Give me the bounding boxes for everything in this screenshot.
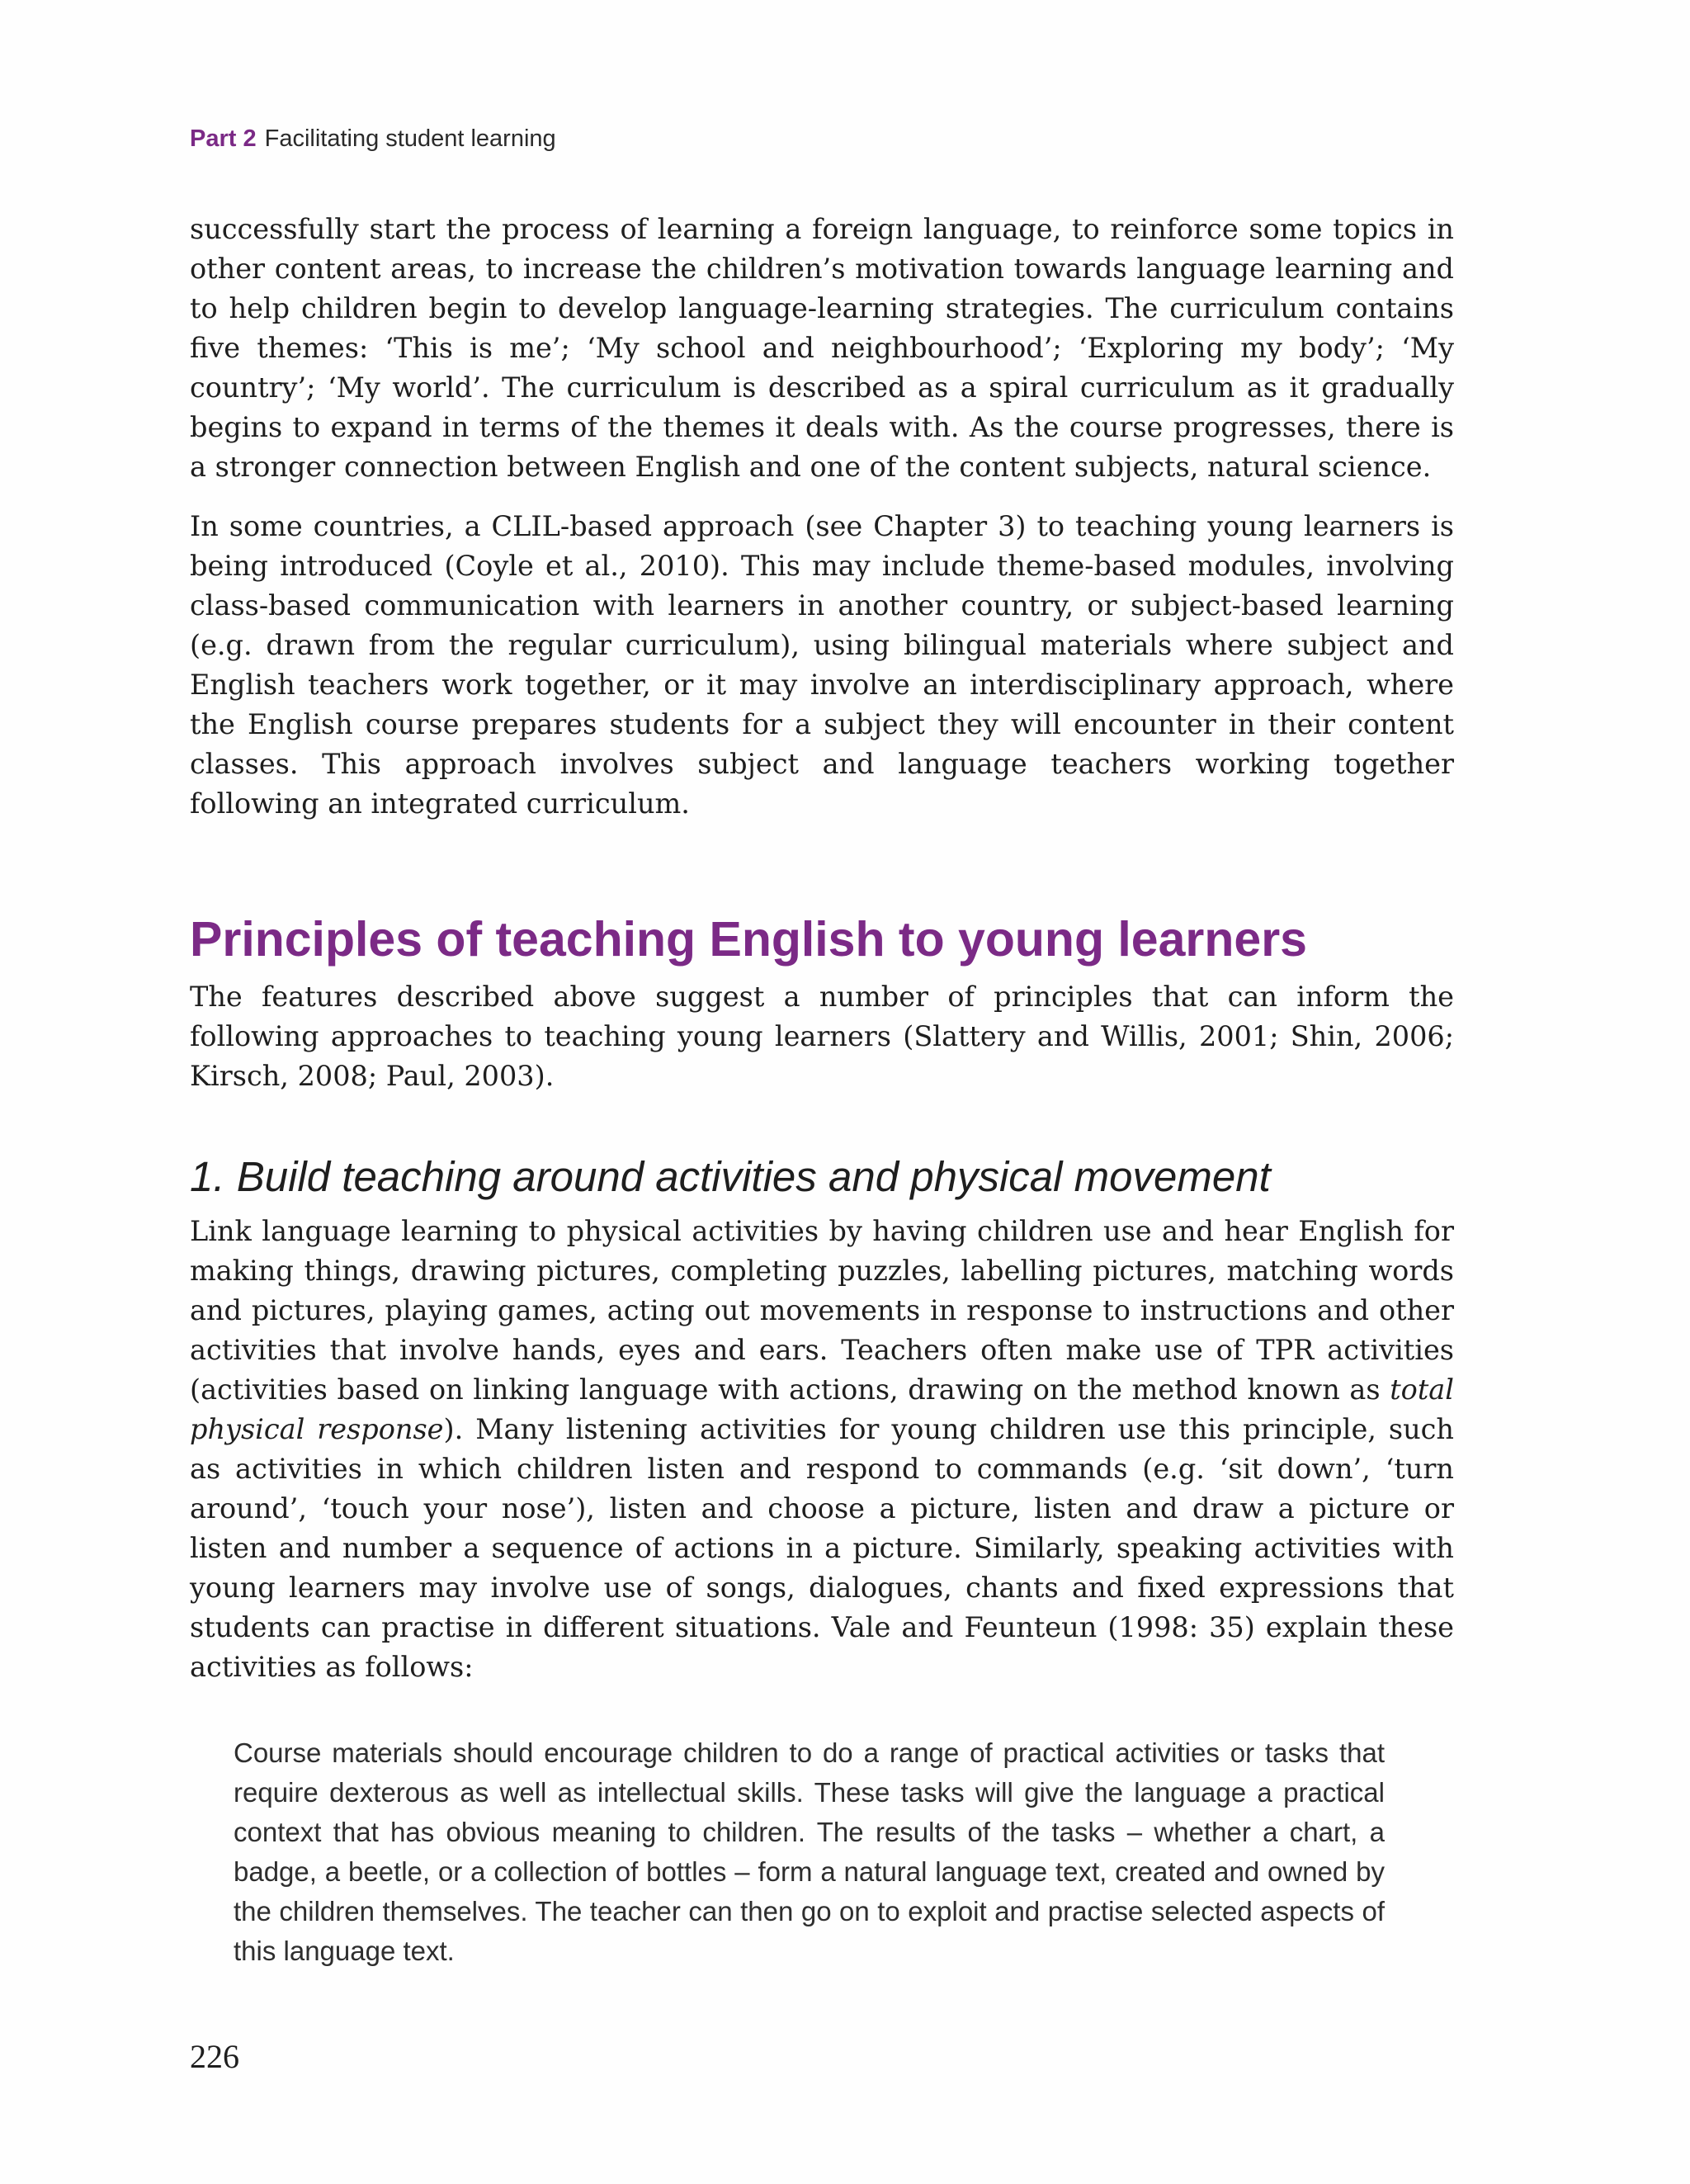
subsection-heading: 1. Build teaching around activities and physical movement bbox=[190, 1153, 1271, 1200]
page-number: 226 bbox=[190, 2038, 239, 2075]
running-head-title: Facilitating student learning bbox=[264, 125, 556, 152]
paragraph-clil: In some countries, a CLIL-based approach (see Chapter 3) to teaching young learners is being introduced (Coyle et al., 2010). This may include theme-based modules, involving class-based communication with learners in another country, or subject-based learning (e.g. drawn from the regular curriculum), using bilingual materials where subject and English teachers work together, or it may involve an interdisciplinary approach, where the English course prepares students for a subject they will encounter in their content classes. This approach involves subject and language teachers working together following an integrated curriculum. bbox=[190, 510, 1454, 820]
page-content bbox=[190, 210, 1454, 1687]
running-head-part: Part 2 bbox=[190, 125, 257, 152]
section-heading: Principles of teaching English to young learners bbox=[190, 912, 1307, 967]
paragraph-section-intro: The features described above suggest a number of principles that can inform the following approaches to teaching young learners (Slattery and Willis, 2001; Shin, 2006; Kirsch, 2008; Paul, 2003). bbox=[190, 981, 1454, 1092]
term-total-physical-response: total physical response bbox=[190, 1373, 1454, 1445]
paragraph-activities-part-2: ). Many listening activities for young children use this principle, such as activities in which children listen and respond to commands (e.g. ‘sit down’, ‘turn around’, ‘touch your nose’), listen and choose a picture, listen and draw a picture or listen and number a sequence of actions in a picture. Similarly, speaking activities with young learners may involve use of songs, dialogues, chants and fixed expressions that students can practise in different situations. Vale and Feunteun (1998: 35) explain these activities as follows: bbox=[190, 1413, 1455, 1683]
running-head bbox=[190, 125, 556, 153]
block-quote: Course materials should encourage children to do a range of practical activities or tasks that require dexterous as well as intellectual skills. These tasks will give the language a practical context that has obvious meaning to children. The results of the tasks – whether a chart, a badge, a beetle, or a collection of bottles – form a natural language text, created and owned by the children themselves. The teacher can then go on to exploit and practise selected aspects of this language text. bbox=[234, 1737, 1385, 1966]
paragraph-activities-part-1: Link language learning to physical activities by having children use and hear English for making things, drawing pictures, completing puzzles, labelling pictures, matching words and pictures, playing games, acting out movements in response to instructions and other activities that involve hands, eyes and ears. Teachers often make use of TPR activities (activities based on linking language with actions, drawing on the method known as bbox=[190, 1215, 1454, 1406]
paragraph-activities bbox=[190, 1212, 1454, 1687]
paragraph-curriculum: successfully start the process of learning a foreign language, to reinforce some topics in other content areas, to increase the children’s motivation towards language learning and to help children begin to develop language-learning strategies. The curriculum contains five themes: ‘This is me’; ‘My school and neighbourhood’; ‘Exploring my body’; ‘My country’; ‘My world’. The curriculum is described as a spiral curriculum as it gradually begins to expand in terms of the themes it deals with. As the course progresses, there is a stronger connection between English and one of the content subjects, natural science. bbox=[190, 213, 1454, 483]
